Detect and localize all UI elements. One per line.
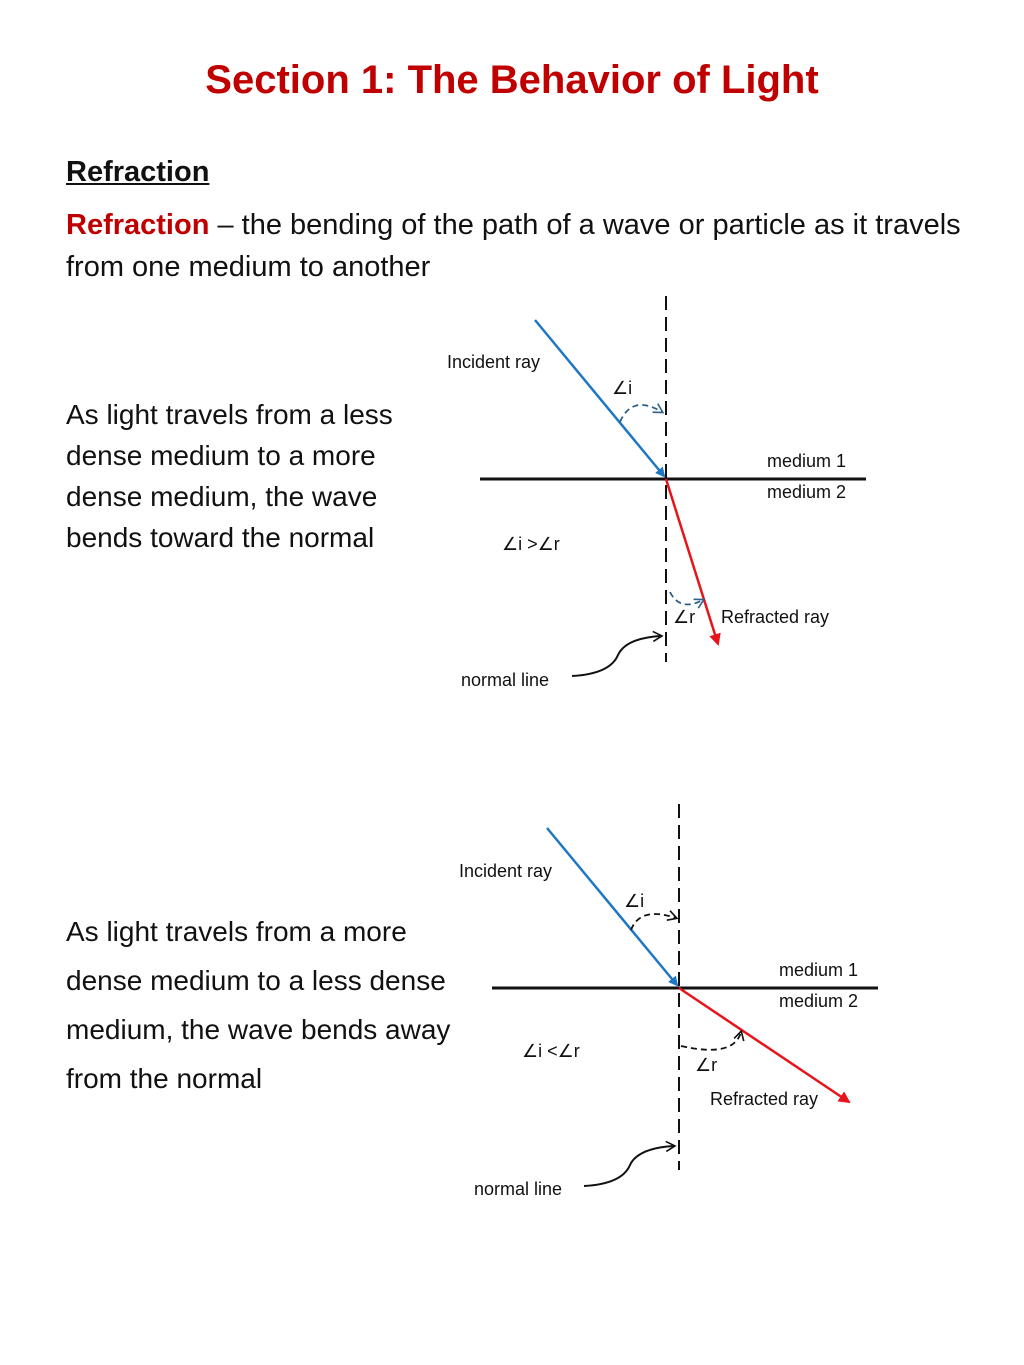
medium-1-label-2: medium 1: [779, 960, 859, 980]
normal-line-label-1: normal line: [461, 670, 550, 690]
definition-text: – the bending of the path of a wave or particle as it travels from one medium to another: [66, 209, 961, 283]
angle-i-arc-1: [620, 405, 662, 422]
normal-pointer-1: [572, 636, 661, 676]
medium-2-label-1: medium 2: [767, 482, 847, 502]
paragraph-toward-normal: As light travels from a less dense medium to a more dense medium, the wave bends toward the normal: [66, 399, 393, 553]
normal-line-label-2: normal line: [474, 1179, 563, 1199]
normal-pointer-2: [584, 1146, 674, 1186]
angle-i-label-1: ∠i: [612, 378, 633, 398]
incident-ray-label-1: Incident ray: [447, 352, 541, 372]
paragraph-away-from-normal: As light travels from a more dense medium to a less dense medium, the wave bends away from the normal: [66, 916, 451, 1094]
incident-ray-2: [547, 828, 677, 985]
definition-term: Refraction: [66, 209, 210, 241]
angle-comparison-2: ∠i <∠r: [522, 1041, 580, 1061]
angle-i-arc-2: [631, 914, 676, 930]
incident-ray-label-2: Incident ray: [459, 861, 553, 881]
refracted-ray-label-1: Refracted ray: [721, 607, 830, 627]
section-subheading: Refraction: [66, 156, 210, 188]
angle-i-label-2: ∠i: [624, 891, 645, 911]
incident-ray-1: [535, 320, 664, 476]
angle-comparison-1: ∠i >∠r: [502, 534, 560, 554]
page-title: Section 1: The Behavior of Light: [205, 58, 819, 102]
refracted-ray-label-2: Refracted ray: [710, 1089, 819, 1109]
medium-1-label-1: medium 1: [767, 451, 847, 471]
medium-2-label-2: medium 2: [779, 991, 859, 1011]
angle-r-arc-1: [670, 592, 703, 605]
angle-r-label-1: ∠r: [673, 607, 696, 627]
angle-r-label-2: ∠r: [695, 1055, 718, 1075]
angle-r-arc-2: [681, 1032, 741, 1050]
